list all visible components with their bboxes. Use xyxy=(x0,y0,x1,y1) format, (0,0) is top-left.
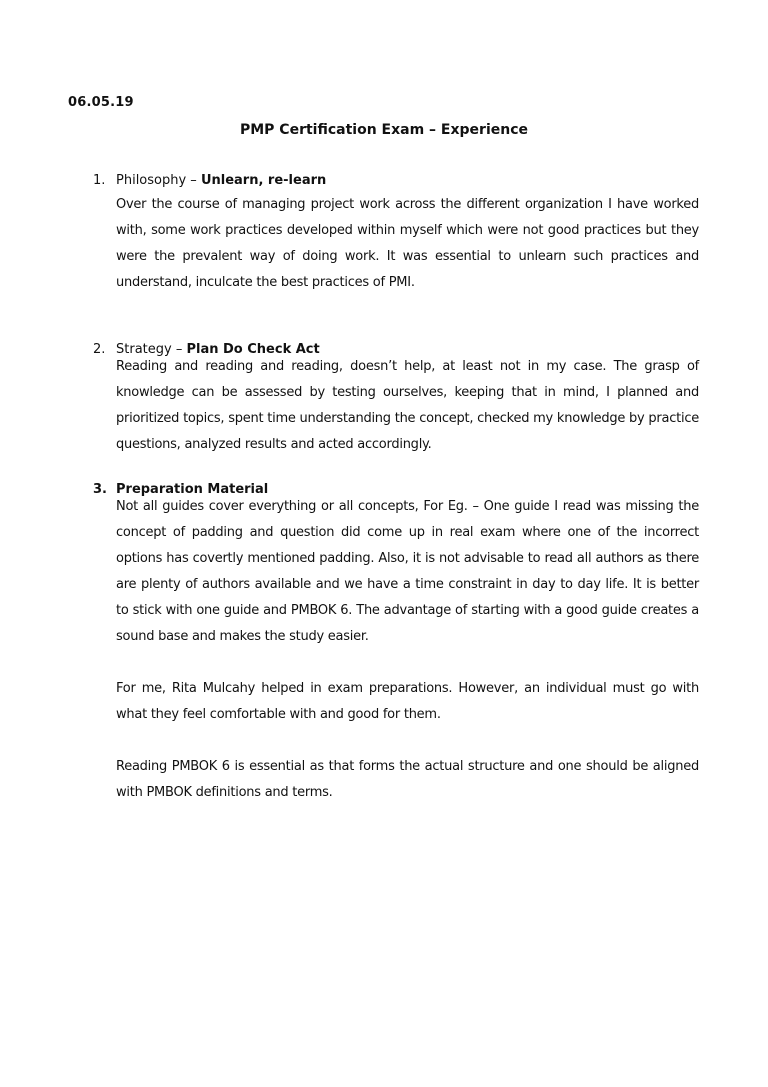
paragraph-spacer xyxy=(93,650,699,676)
section-emphasis: Preparation Material xyxy=(116,482,269,497)
section-paragraph: Reading and reading and reading, doesn’t help, at least not in my case. The grasp of knowledge can be assessed by testing ourselves, keeping that in mind, I planned and prioritized topics, spent time understanding the concept, checked my knowledge by practice questions, analyzed results and acted accordingly. xyxy=(116,359,699,452)
section-paragraph: Over the course of managing project work across the different organization I have worked with, some work practices developed within myself which were not good practices but they were the prevalent way of doing work. It was essential to unlearn such practices and understand, inculcate the best practices of PMI. xyxy=(116,197,699,290)
paragraph-spacer xyxy=(93,728,699,754)
list-number: 2. xyxy=(93,342,106,357)
section-preparation-material xyxy=(93,481,699,806)
section-paragraph: For me, Rita Mulcahy helped in exam preparations. However, an individual must go with what they feel comfortable with and good for them. xyxy=(116,681,699,722)
document-title xyxy=(0,122,768,138)
section-label: Strategy – xyxy=(116,342,187,357)
section-philosophy xyxy=(93,172,699,296)
list-number: 3. xyxy=(93,482,107,497)
section-heading xyxy=(93,172,699,189)
section-paragraph: Reading PMBOK 6 is essential as that forms the actual structure and one should be aligned with PMBOK definitions and terms. xyxy=(116,759,699,800)
section-emphasis: Plan Do Check Act xyxy=(186,342,320,357)
document-title-text: PMP Certification Exam – Experience xyxy=(239,122,528,138)
list-number: 1. xyxy=(93,173,106,188)
section-strategy xyxy=(93,341,699,458)
section-label: Philosophy – xyxy=(116,173,201,188)
section-emphasis: Unlearn, re-learn xyxy=(200,173,327,188)
section-paragraph: Not all guides cover everything or all concepts, For Eg. – One guide I read was missing the concept of padding and question did come up in real exam where one of the incorrect options has covertly mentioned padding. Also, it is not advisable to read all authors as there are plenty of authors available and we have a time constraint in day to day life. It is better to stick with one guide and PMBOK 6. The advantage of starting with a good guide creates a sound base and makes the study easier. xyxy=(116,499,699,644)
document-date: 06.05.19 xyxy=(68,95,134,110)
